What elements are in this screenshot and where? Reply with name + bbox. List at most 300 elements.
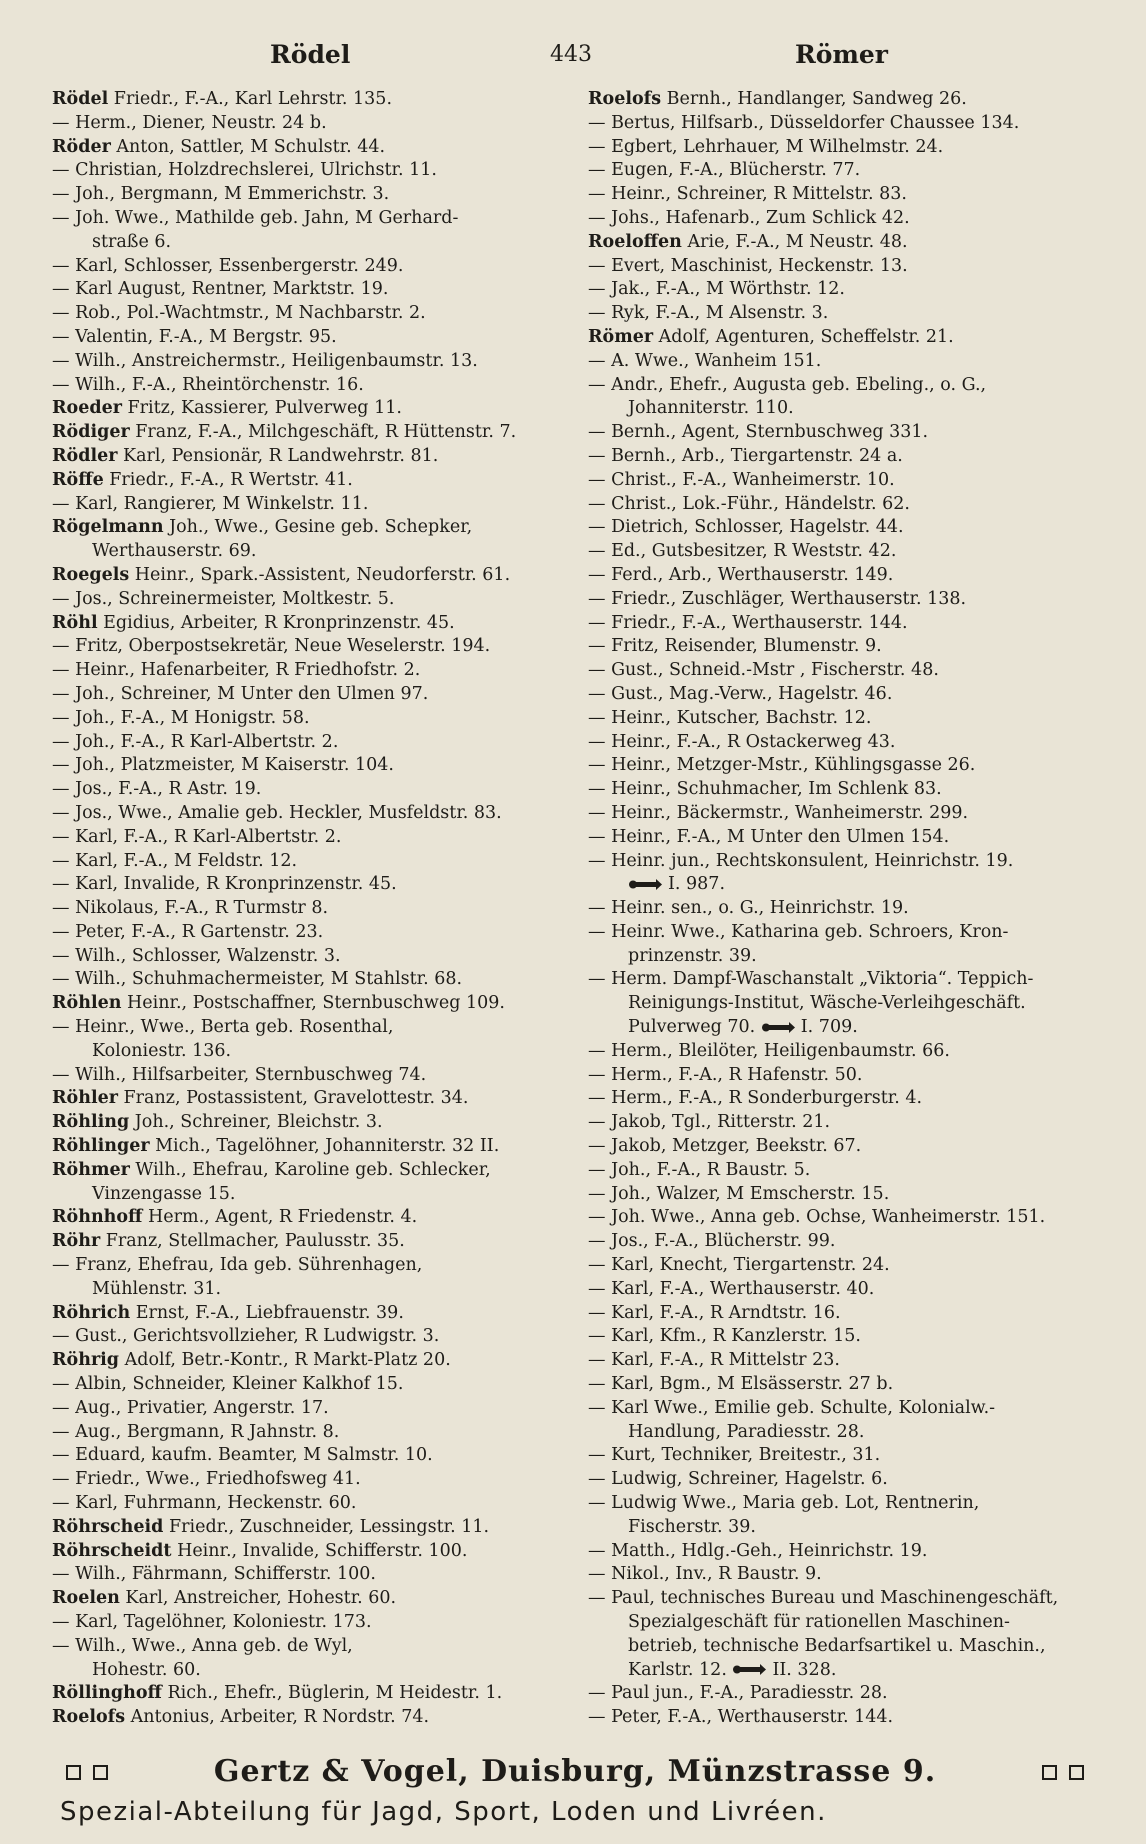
entry-text: — Fritz, Oberpostsekretär, Neue Weselerstr. 194. — [52, 636, 491, 657]
entry-surname: Röhnhoff — [52, 1207, 143, 1228]
entry-text: Friedr., F.-A., R Wertstr. 41. — [103, 469, 353, 490]
entry-text: — Joh., F.-A., M Honigstr. 58. — [52, 707, 310, 728]
entry-text: — Friedr., Zuschläger, Werthauserstr. 138. — [588, 588, 967, 609]
directory-entry — [588, 564, 1118, 588]
directory-entry — [52, 1302, 582, 1326]
directory-entry — [588, 1468, 1118, 1492]
directory-entry — [588, 1111, 1118, 1135]
entry-surname: Rödler — [52, 445, 118, 466]
entry-text: — Rob., Pol.-Wachtmstr., M Nachbarstr. 2. — [52, 303, 426, 324]
entry-text: — Joh., Platzmeister, M Kaiserstr. 104. — [52, 755, 394, 776]
directory-entry — [588, 1397, 1118, 1421]
entry-text: — Joh., Schreiner, M Unter den Ulmen 97. — [52, 683, 429, 704]
directory-entry — [52, 1516, 582, 1540]
entry-text: Pulverweg 70. — [628, 1017, 756, 1038]
entry-surname: Röhr — [52, 1231, 101, 1252]
directory-entry — [52, 183, 582, 207]
entry-text: — Paul jun., F.-A., Paradiesstr. 28. — [588, 1683, 888, 1704]
entry-text: Joh., Schreiner, Bleichstr. 3. — [129, 1112, 383, 1133]
directory-entry — [588, 778, 1118, 802]
entry-text: — Andr., Ehefr., Augusta geb. Ebeling., o. G., — [588, 374, 987, 395]
entry-text: — Eugen, F.-A., Blücherstr. 77. — [588, 160, 861, 181]
entry-text: — Heinr., Schuhmacher, Im Schlenk 83. — [588, 779, 942, 800]
square-bullet-icon — [1036, 1765, 1090, 1780]
directory-entry — [588, 1516, 1118, 1540]
entry-text: — Wilh., Schlosser, Walzenstr. 3. — [52, 945, 341, 966]
directory-entry — [588, 850, 1118, 874]
entry-surname: Roegels — [52, 564, 130, 585]
directory-entry — [588, 992, 1118, 1016]
directory-entry — [52, 1659, 582, 1683]
directory-entry — [52, 1111, 582, 1135]
directory-entry — [588, 1444, 1118, 1468]
entry-text: — Karl, F.-A., R Mittelstr 23. — [588, 1350, 840, 1371]
telephone-hand-icon — [761, 1021, 795, 1035]
directory-entry — [52, 826, 582, 850]
entry-surname: Röllinghoff — [52, 1683, 162, 1704]
entry-text: — Wilh., Anstreichermstr., Heiligenbaumstr. 13. — [52, 350, 478, 371]
directory-entry — [52, 231, 582, 255]
entry-surname: Röffe — [52, 469, 104, 490]
directory-entry — [52, 1254, 582, 1278]
directory-entry — [52, 778, 582, 802]
entry-text: Egidius, Arbeiter, R Kronprinzenstr. 45. — [97, 612, 455, 633]
entry-text: Johanniterstr. 110. — [628, 398, 794, 419]
entry-text: — Joh., Walzer, M Emscherstr. 15. — [588, 1183, 890, 1204]
directory-entry — [52, 1468, 582, 1492]
directory-entry — [588, 731, 1118, 755]
directory-entry — [588, 802, 1118, 826]
directory-entry — [52, 159, 582, 183]
directory-entry — [52, 612, 582, 636]
header-right-keyword: Römer — [795, 40, 888, 69]
directory-entry — [52, 1206, 582, 1230]
entry-text: Hohestr. 60. — [92, 1659, 201, 1680]
directory-entry — [52, 1587, 582, 1611]
entry-text: — Karl, Kfm., R Kanzlerstr. 15. — [588, 1326, 861, 1347]
page-header — [0, 40, 1146, 76]
directory-entry — [588, 1587, 1118, 1611]
entry-surname: Rögelmann — [52, 517, 164, 538]
directory-entry — [52, 112, 582, 136]
directory-entry — [52, 1087, 582, 1111]
entry-text: — Jakob, Tgl., Ritterstr. 21. — [588, 1112, 831, 1133]
directory-entry — [588, 1016, 1118, 1040]
entry-text: — Nikol., Inv., R Baustr. 9. — [588, 1564, 822, 1585]
directory-entry — [52, 1349, 582, 1373]
entry-text: — Karl, Invalide, R Kronprinzenstr. 45. — [52, 874, 397, 895]
directory-entry — [52, 374, 582, 398]
entry-text: Rich., Ehefr., Büglerin, M Heidestr. 1. — [161, 1683, 503, 1704]
directory-entry — [588, 350, 1118, 374]
entry-text: — Wilh., F.-A., Rheintörchenstr. 16. — [52, 374, 364, 395]
entry-text: — Albin, Schneider, Kleiner Kalkhof 15. — [52, 1374, 404, 1395]
directory-entry — [52, 1397, 582, 1421]
directory-entry — [588, 397, 1118, 421]
directory-entry — [588, 1421, 1118, 1445]
directory-entry — [52, 588, 582, 612]
directory-entry — [52, 445, 582, 469]
directory-entry — [588, 1706, 1118, 1730]
directory-entry — [588, 921, 1118, 945]
entry-surname: Röhmer — [52, 1159, 130, 1180]
directory-entry — [52, 1016, 582, 1040]
directory-entry — [588, 1325, 1118, 1349]
entry-text: — Fritz, Reisender, Blumenstr. 9. — [588, 636, 882, 657]
entry-text: — Karl, Knecht, Tiergartenstr. 24. — [588, 1255, 890, 1276]
entry-text: — Heinr., Kutscher, Bachstr. 12. — [588, 707, 872, 728]
directory-entry — [588, 945, 1118, 969]
entry-text: — Aug., Privatier, Angerstr. 17. — [52, 1397, 329, 1418]
entry-text: Heinr., Spark.-Assistent, Neudorferstr. 61. — [129, 564, 511, 585]
entry-text: Vinzengasse 15. — [92, 1183, 236, 1204]
entry-text: — Gust., Gerichtsvollzieher, R Ludwigstr. 3. — [52, 1326, 440, 1347]
entry-surname: Röhlen — [52, 993, 122, 1014]
entry-text: Joh., Wwe., Gesine geb. Schepker, — [163, 517, 473, 538]
entry-text: — Jakob, Metzger, Beekstr. 67. — [588, 1136, 862, 1157]
entry-text: Adolf, Betr.-Kontr., R Markt-Platz 20. — [119, 1350, 451, 1371]
entry-text: — Ferd., Arb., Werthauserstr. 149. — [588, 564, 894, 585]
directory-entry — [588, 1659, 1118, 1683]
directory-entry — [52, 397, 582, 421]
directory-entry — [52, 1183, 582, 1207]
directory-entry — [588, 635, 1118, 659]
entry-text: — Friedr., F.-A., Werthauserstr. 144. — [588, 612, 908, 633]
phone-number: I. 709. — [800, 1017, 858, 1038]
directory-entry — [52, 1540, 582, 1564]
entry-surname: Roeder — [52, 398, 122, 419]
entry-text: — Jak., F.-A., M Wörthstr. 12. — [588, 279, 845, 300]
entry-surname: Röhling — [52, 1112, 130, 1133]
entry-text: — Jos., Wwe., Amalie geb. Heckler, Musfeldstr. 83. — [52, 802, 502, 823]
directory-entry — [52, 1421, 582, 1445]
entry-text: — Egbert, Lehrhauer, M Wilhelmstr. 24. — [588, 136, 944, 157]
entry-text: betrieb, technische Bedarfsartikel u. Maschin., — [628, 1635, 1046, 1656]
directory-entry — [52, 1682, 582, 1706]
directory-entry — [588, 1183, 1118, 1207]
directory-entry — [588, 326, 1118, 350]
entry-text: Spezialgeschäft für rationellen Maschinen- — [628, 1612, 1010, 1632]
directory-entry — [588, 1135, 1118, 1159]
entry-text: — Karl, Rangierer, M Winkelstr. 11. — [52, 493, 369, 514]
entry-surname: Röder — [52, 136, 111, 157]
directory-entry — [52, 850, 582, 874]
directory-entry — [588, 683, 1118, 707]
entry-text: — Karl, F.-A., R Karl-Albertstr. 2. — [52, 826, 342, 847]
entry-text: — Heinr. jun., Rechtskonsulent, Heinrichstr. 19. — [588, 850, 1014, 871]
entry-text: — Jos., F.-A., Blücherstr. 99. — [588, 1231, 836, 1252]
directory-entry — [52, 1635, 582, 1659]
entry-text: Herm., Agent, R Friedenstr. 4. — [142, 1207, 418, 1228]
directory-entry — [588, 1278, 1118, 1302]
directory-entry — [52, 207, 582, 231]
entry-text: Franz, F.-A., Milchgeschäft, R Hüttenstr. 7. — [129, 422, 517, 443]
entry-text: — Evert, Maschinist, Heckenstr. 13. — [588, 255, 908, 276]
entry-text: — Heinr. Wwe., Katharina geb. Schroers, Kron- — [588, 921, 1009, 942]
directory-entry — [588, 897, 1118, 921]
directory-entry — [52, 683, 582, 707]
directory-entry — [588, 445, 1118, 469]
directory-entry — [588, 469, 1118, 493]
entry-text: — Joh. Wwe., Mathilde geb. Jahn, M Gerhard- — [52, 207, 459, 228]
directory-entry — [52, 992, 582, 1016]
entry-text: — Matth., Hdlg.-Geh., Heinrichstr. 19. — [588, 1540, 928, 1561]
entry-surname: Röhl — [52, 612, 98, 633]
entry-text: Karl, Anstreicher, Hohestr. 60. — [119, 1588, 397, 1609]
directory-entry — [588, 540, 1118, 564]
directory-entry — [588, 1254, 1118, 1278]
directory-entry — [588, 1540, 1118, 1564]
entry-text: Antonius, Arbeiter, R Nordstr. 74. — [125, 1707, 430, 1728]
entry-text: — Christ., Lok.-Führ., Händelstr. 62. — [588, 493, 910, 514]
entry-text: Friedr., F.-A., Karl Lehrstr. 135. — [108, 89, 393, 109]
directory-entry — [588, 968, 1118, 992]
directory-entry — [52, 802, 582, 826]
entry-surname: Römer — [588, 326, 654, 347]
directory-entry — [52, 1706, 582, 1730]
directory-entry — [52, 1325, 582, 1349]
directory-entry — [52, 1159, 582, 1183]
entry-surname: Rödiger — [52, 422, 130, 443]
entry-text: Ernst, F.-A., Liebfrauenstr. 39. — [130, 1302, 404, 1323]
directory-entry — [52, 421, 582, 445]
entry-text: — Karl, Bgm., M Elsässerstr. 27 b. — [588, 1374, 894, 1395]
entry-text: — Dietrich, Schlosser, Hagelstr. 44. — [588, 517, 904, 538]
entry-text: — Herm., F.-A., R Sonderburgerstr. 4. — [588, 1088, 923, 1109]
entry-text: Wilh., Ehefrau, Karoline geb. Schlecker, — [129, 1159, 491, 1180]
directory-entry — [52, 897, 582, 921]
directory-entry — [52, 278, 582, 302]
entry-text: Werthauserstr. 69. — [92, 541, 257, 562]
directory-entry — [52, 1492, 582, 1516]
entry-surname: Röhlinger — [52, 1136, 150, 1157]
entry-text: Arie, F.-A., M Neustr. 48. — [681, 231, 908, 252]
entry-surname: Rödel — [52, 89, 109, 109]
directory-entry — [52, 540, 582, 564]
entry-surname: Röhrscheid — [52, 1516, 164, 1537]
entry-text: — Ludwig, Schreiner, Hagelstr. 6. — [588, 1469, 888, 1490]
entry-surname: Roelofs — [588, 89, 662, 109]
entry-text: — Kurt, Techniker, Breitestr., 31. — [588, 1445, 881, 1466]
entry-text: — Jos., F.-A., R Astr. 19. — [52, 779, 262, 800]
directory-entry — [52, 350, 582, 374]
directory-entry — [588, 612, 1118, 636]
directory-entry — [588, 231, 1118, 255]
entry-text: — Jos., Schreinermeister, Moltkestr. 5. — [52, 588, 395, 609]
entry-text: — Karl, Tagelöhner, Koloniestr. 173. — [52, 1612, 372, 1632]
directory-entry — [588, 826, 1118, 850]
entry-surname: Roelofs — [52, 1707, 126, 1728]
directory-entry — [52, 1135, 582, 1159]
directory-entry — [52, 921, 582, 945]
directory-entry — [588, 707, 1118, 731]
directory-entry — [588, 421, 1118, 445]
entry-text: Koloniestr. 136. — [92, 1040, 232, 1061]
directory-entry — [52, 1278, 582, 1302]
entry-surname: Röhrig — [52, 1350, 120, 1371]
directory-entry — [588, 302, 1118, 326]
directory-entry — [52, 635, 582, 659]
entry-surname: Röhrich — [52, 1302, 131, 1323]
directory-entry — [52, 493, 582, 517]
phone-number: II. 328. — [772, 1659, 837, 1680]
directory-entry — [52, 564, 582, 588]
entry-surname: Röhler — [52, 1088, 118, 1109]
directory-entry — [52, 968, 582, 992]
entry-text: — Joh. Wwe., Anna geb. Ochse, Wanheimerstr. 151. — [588, 1207, 1046, 1228]
directory-entry — [588, 1302, 1118, 1326]
directory-entry — [588, 1373, 1118, 1397]
entry-text: — Herm. Dampf-Waschanstalt „Viktoria“. Teppich- — [588, 969, 1034, 990]
directory-entry — [588, 754, 1118, 778]
directory-entry — [52, 707, 582, 731]
entry-text: — Peter, F.-A., Werthauserstr. 144. — [588, 1707, 894, 1728]
directory-entry — [52, 873, 582, 897]
directory-entry — [52, 1064, 582, 1088]
directory-entry — [588, 1206, 1118, 1230]
directory-entry — [588, 516, 1118, 540]
directory-entry — [52, 754, 582, 778]
directory-entry — [52, 469, 582, 493]
directory-entry — [588, 1563, 1118, 1587]
directory-entry — [52, 1230, 582, 1254]
entry-text: — Christ., F.-A., Wanheimerstr. 10. — [588, 469, 895, 490]
entry-text: — Aug., Bergmann, R Jahnstr. 8. — [52, 1421, 340, 1442]
entry-text: Friedr., Zuschneider, Lessingstr. 11. — [163, 1516, 490, 1537]
entry-text: — Wilh., Schuhmachermeister, M Stahlstr. 68. — [52, 969, 463, 990]
entry-text: — Bernh., Arb., Tiergartenstr. 24 a. — [588, 445, 903, 466]
directory-entry — [52, 731, 582, 755]
entry-text: — Valentin, F.-A., M Bergstr. 95. — [52, 326, 337, 347]
directory-entry — [52, 1444, 582, 1468]
entry-text: — Christian, Holzdrechslerei, Ulrichstr. 11. — [52, 160, 437, 181]
directory-entry — [52, 516, 582, 540]
directory-entry — [588, 136, 1118, 160]
entry-text: — Karl Wwe., Emilie geb. Schulte, Kolonialw.- — [588, 1397, 996, 1418]
telephone-hand-icon — [732, 1663, 766, 1677]
entry-text: — Heinr. sen., o. G., Heinrichstr. 19. — [588, 898, 909, 919]
square-bullet-icon — [60, 1765, 114, 1780]
telephone-hand-icon — [628, 878, 662, 892]
entry-text: — Heinr., F.-A., M Unter den Ulmen 154. — [588, 826, 950, 847]
entry-text: — Heinr., Wwe., Berta geb. Rosenthal, — [52, 1017, 394, 1038]
directory-entry — [588, 112, 1118, 136]
directory-entry — [52, 1040, 582, 1064]
entry-text: Heinr., Postschaffner, Sternbuschweg 109. — [121, 993, 505, 1014]
directory-entry — [588, 159, 1118, 183]
entry-text: Karl, Pensionär, R Landwehrstr. 81. — [117, 445, 439, 466]
entry-text: — Karl, F.-A., R Arndtstr. 16. — [588, 1302, 841, 1323]
entry-text: Anton, Sattler, M Schulstr. 44. — [110, 136, 386, 157]
entry-text: — Karl, Schlosser, Essenbergerstr. 249. — [52, 255, 404, 276]
entry-text: — A. Wwe., Wanheim 151. — [588, 350, 822, 371]
advertisement-line-1 — [60, 1752, 1090, 1792]
entry-text: — Paul, technisches Bureau und Maschinengeschäft, — [588, 1588, 1059, 1609]
entry-text: — Karl, F.-A., M Feldstr. 12. — [52, 850, 298, 871]
entry-text: — Gust., Schneid.-Mstr , Fischerstr. 48. — [588, 660, 939, 681]
entry-text: — Joh., F.-A., R Baustr. 5. — [588, 1159, 811, 1180]
entry-text: — Heinr., Metzger-Mstr., Kühlingsgasse 26. — [588, 755, 976, 776]
directory-entry — [588, 374, 1118, 398]
directory-entry — [588, 588, 1118, 612]
entry-text: Reinigungs-Institut, Wäsche-Verleihgeschäft. — [628, 993, 1026, 1014]
entry-text: — Bernh., Agent, Sternbuschweg 331. — [588, 422, 929, 443]
entry-text: — Eduard, kaufm. Beamter, M Salmstr. 10. — [52, 1445, 433, 1466]
entry-text: — Karl, F.-A., Werthauserstr. 40. — [588, 1278, 875, 1299]
entry-text: straße 6. — [92, 231, 172, 252]
directory-entry — [588, 659, 1118, 683]
entry-surname: Röhrscheidt — [52, 1540, 172, 1561]
entry-text: — Heinr., Schreiner, R Mittelstr. 83. — [588, 184, 907, 205]
directory-entry — [588, 255, 1118, 279]
right-column — [588, 88, 1118, 1730]
entry-text: — Franz, Ehefrau, Ida geb. Sührenhagen, — [52, 1255, 423, 1276]
entry-text: — Herm., F.-A., R Hafenstr. 50. — [588, 1064, 863, 1085]
page-number: 443 — [550, 42, 592, 67]
entry-text: — Bertus, Hilfsarb., Düsseldorfer Chaussee 134. — [588, 112, 1020, 133]
directory-entry — [588, 1492, 1118, 1516]
directory-entry — [588, 183, 1118, 207]
entry-text: Adolf, Agenturen, Scheffelstr. 21. — [653, 326, 954, 347]
entry-text: Mich., Tagelöhner, Johanniterstr. 32 II. — [149, 1136, 500, 1157]
directory-entry — [52, 1611, 582, 1635]
entry-text: — Peter, F.-A., R Gartenstr. 23. — [52, 921, 324, 942]
entry-text: — Joh., F.-A., R Karl-Albertstr. 2. — [52, 731, 339, 752]
entry-text: — Johs., Hafenarb., Zum Schlick 42. — [588, 207, 910, 228]
entry-text: — Heinr., Hafenarbeiter, R Friedhofstr. 2. — [52, 660, 421, 681]
entry-text: Handlung, Paradiesstr. 28. — [628, 1421, 865, 1442]
entry-text: — Friedr., Wwe., Friedhofsweg 41. — [52, 1469, 361, 1490]
entry-text: Fritz, Kassierer, Pulverweg 11. — [121, 398, 402, 419]
entry-surname: Roeloffen — [588, 231, 682, 252]
entry-text: — Ludwig Wwe., Maria geb. Lot, Rentnerin, — [588, 1493, 980, 1514]
header-left-keyword: Rödel — [270, 40, 351, 69]
entry-text: — Ed., Gutsbesitzer, R Weststr. 42. — [588, 541, 897, 562]
directory-entry — [52, 302, 582, 326]
entry-text: Fischerstr. 39. — [628, 1516, 756, 1537]
directory-entry — [588, 1087, 1118, 1111]
directory-entry — [588, 873, 1118, 897]
entry-text: prinzenstr. 39. — [628, 945, 757, 966]
directory-entry — [588, 1635, 1118, 1659]
advertisement — [60, 1752, 1090, 1832]
directory-entry — [588, 278, 1118, 302]
directory-entry — [52, 1563, 582, 1587]
directory-entry — [588, 1682, 1118, 1706]
directory-entry — [52, 88, 582, 112]
entry-text: — Ryk, F.-A., M Alsenstr. 3. — [588, 303, 829, 324]
left-column — [52, 88, 582, 1730]
entry-text: — Nikolaus, F.-A., R Turmstr 8. — [52, 898, 329, 919]
entry-text: — Joh., Bergmann, M Emmerichstr. 3. — [52, 184, 390, 205]
directory-entry — [588, 207, 1118, 231]
entry-text: Heinr., Invalide, Schifferstr. 100. — [171, 1540, 468, 1561]
directory-entry — [52, 945, 582, 969]
entry-text: Bernh., Handlanger, Sandweg 26. — [661, 89, 967, 109]
entry-text: Franz, Stellmacher, Paulusstr. 35. — [100, 1231, 405, 1252]
advertisement-company: Gertz & Vogel, Duisburg, Münzstrasse 9. — [213, 1754, 937, 1789]
directory-entry — [588, 1611, 1118, 1635]
directory-entry — [52, 255, 582, 279]
entry-text: — Wilh., Hilfsarbeiter, Sternbuschweg 74. — [52, 1064, 427, 1085]
entry-text: Karlstr. 12. — [628, 1659, 727, 1680]
entry-text: — Herm., Bleilöter, Heiligenbaumstr. 66. — [588, 1040, 950, 1061]
directory-entry — [588, 1064, 1118, 1088]
entry-text: — Karl, Fuhrmann, Heckenstr. 60. — [52, 1493, 357, 1514]
entry-text: Franz, Postassistent, Gravelottestr. 34. — [117, 1088, 469, 1109]
entry-surname: Roelen — [52, 1588, 120, 1609]
directory-entry — [588, 493, 1118, 517]
